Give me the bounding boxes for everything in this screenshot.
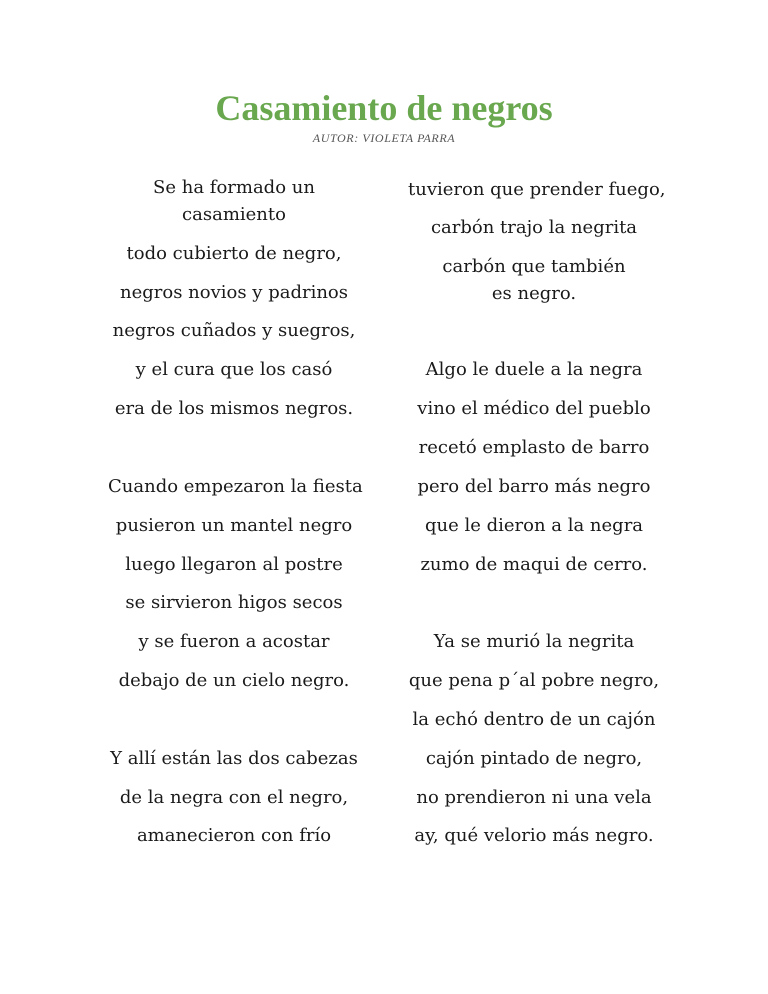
verse-line: Y allí están las dos cabezas	[110, 748, 358, 769]
poem-title: Casamiento de negros	[215, 88, 553, 128]
verse-line: Se ha formado un casamiento	[153, 177, 315, 225]
poem-author: AUTOR: VIOLETA PARRA	[312, 131, 456, 145]
verse-line: negros cuñados y suegros,	[112, 320, 356, 341]
verse-line: pusieron un mantel negro	[115, 515, 353, 536]
verse-line: tuvieron que prender fuego,	[408, 179, 666, 200]
verse-line: carbón trajo la negrita	[430, 217, 638, 238]
verse-line: amanecieron con frío	[136, 825, 332, 846]
verse-line: debajo de un cielo negro.	[118, 670, 350, 691]
verse-line: ay, qué velorio más negro.	[414, 825, 654, 846]
verse-line: no prendieron ni una vela	[416, 787, 652, 808]
verse-line: que le dieron a la negra	[424, 515, 644, 536]
verse-line: cajón pintado de negro,	[425, 748, 643, 769]
verse-line: Cuando empezaron la fiesta	[108, 476, 363, 497]
verse-line: vino el médico del pueblo	[417, 398, 651, 419]
verse-line: que pena p´al pobre negro,	[408, 670, 660, 691]
verse-line: Ya se murió la negrita	[433, 631, 635, 652]
verse-line: pero del barro más negro	[417, 476, 651, 497]
verse-line: era de los mismos negros.	[114, 398, 354, 419]
verse-line: todo cubierto de negro,	[126, 243, 342, 264]
verse-line: y se fueron a acostar	[138, 631, 330, 652]
verse-line: de la negra con el negro,	[119, 787, 349, 808]
verse-line: recetó emplasto de barro	[418, 437, 650, 458]
verse-line: Algo le duele a la negra	[425, 359, 643, 380]
verse-line: negros novios y padrinos	[119, 282, 348, 303]
verse-line: zumo de maqui de cerro.	[420, 554, 648, 575]
verse-line: carbón que también es negro.	[442, 256, 626, 304]
verse-line: se sirvieron higos secos	[125, 592, 343, 613]
verse-line: la echó dentro de un cajón	[412, 709, 656, 730]
verse-line: luego llegaron al postre	[125, 554, 343, 575]
verse-line: y el cura que los casó	[135, 359, 333, 380]
